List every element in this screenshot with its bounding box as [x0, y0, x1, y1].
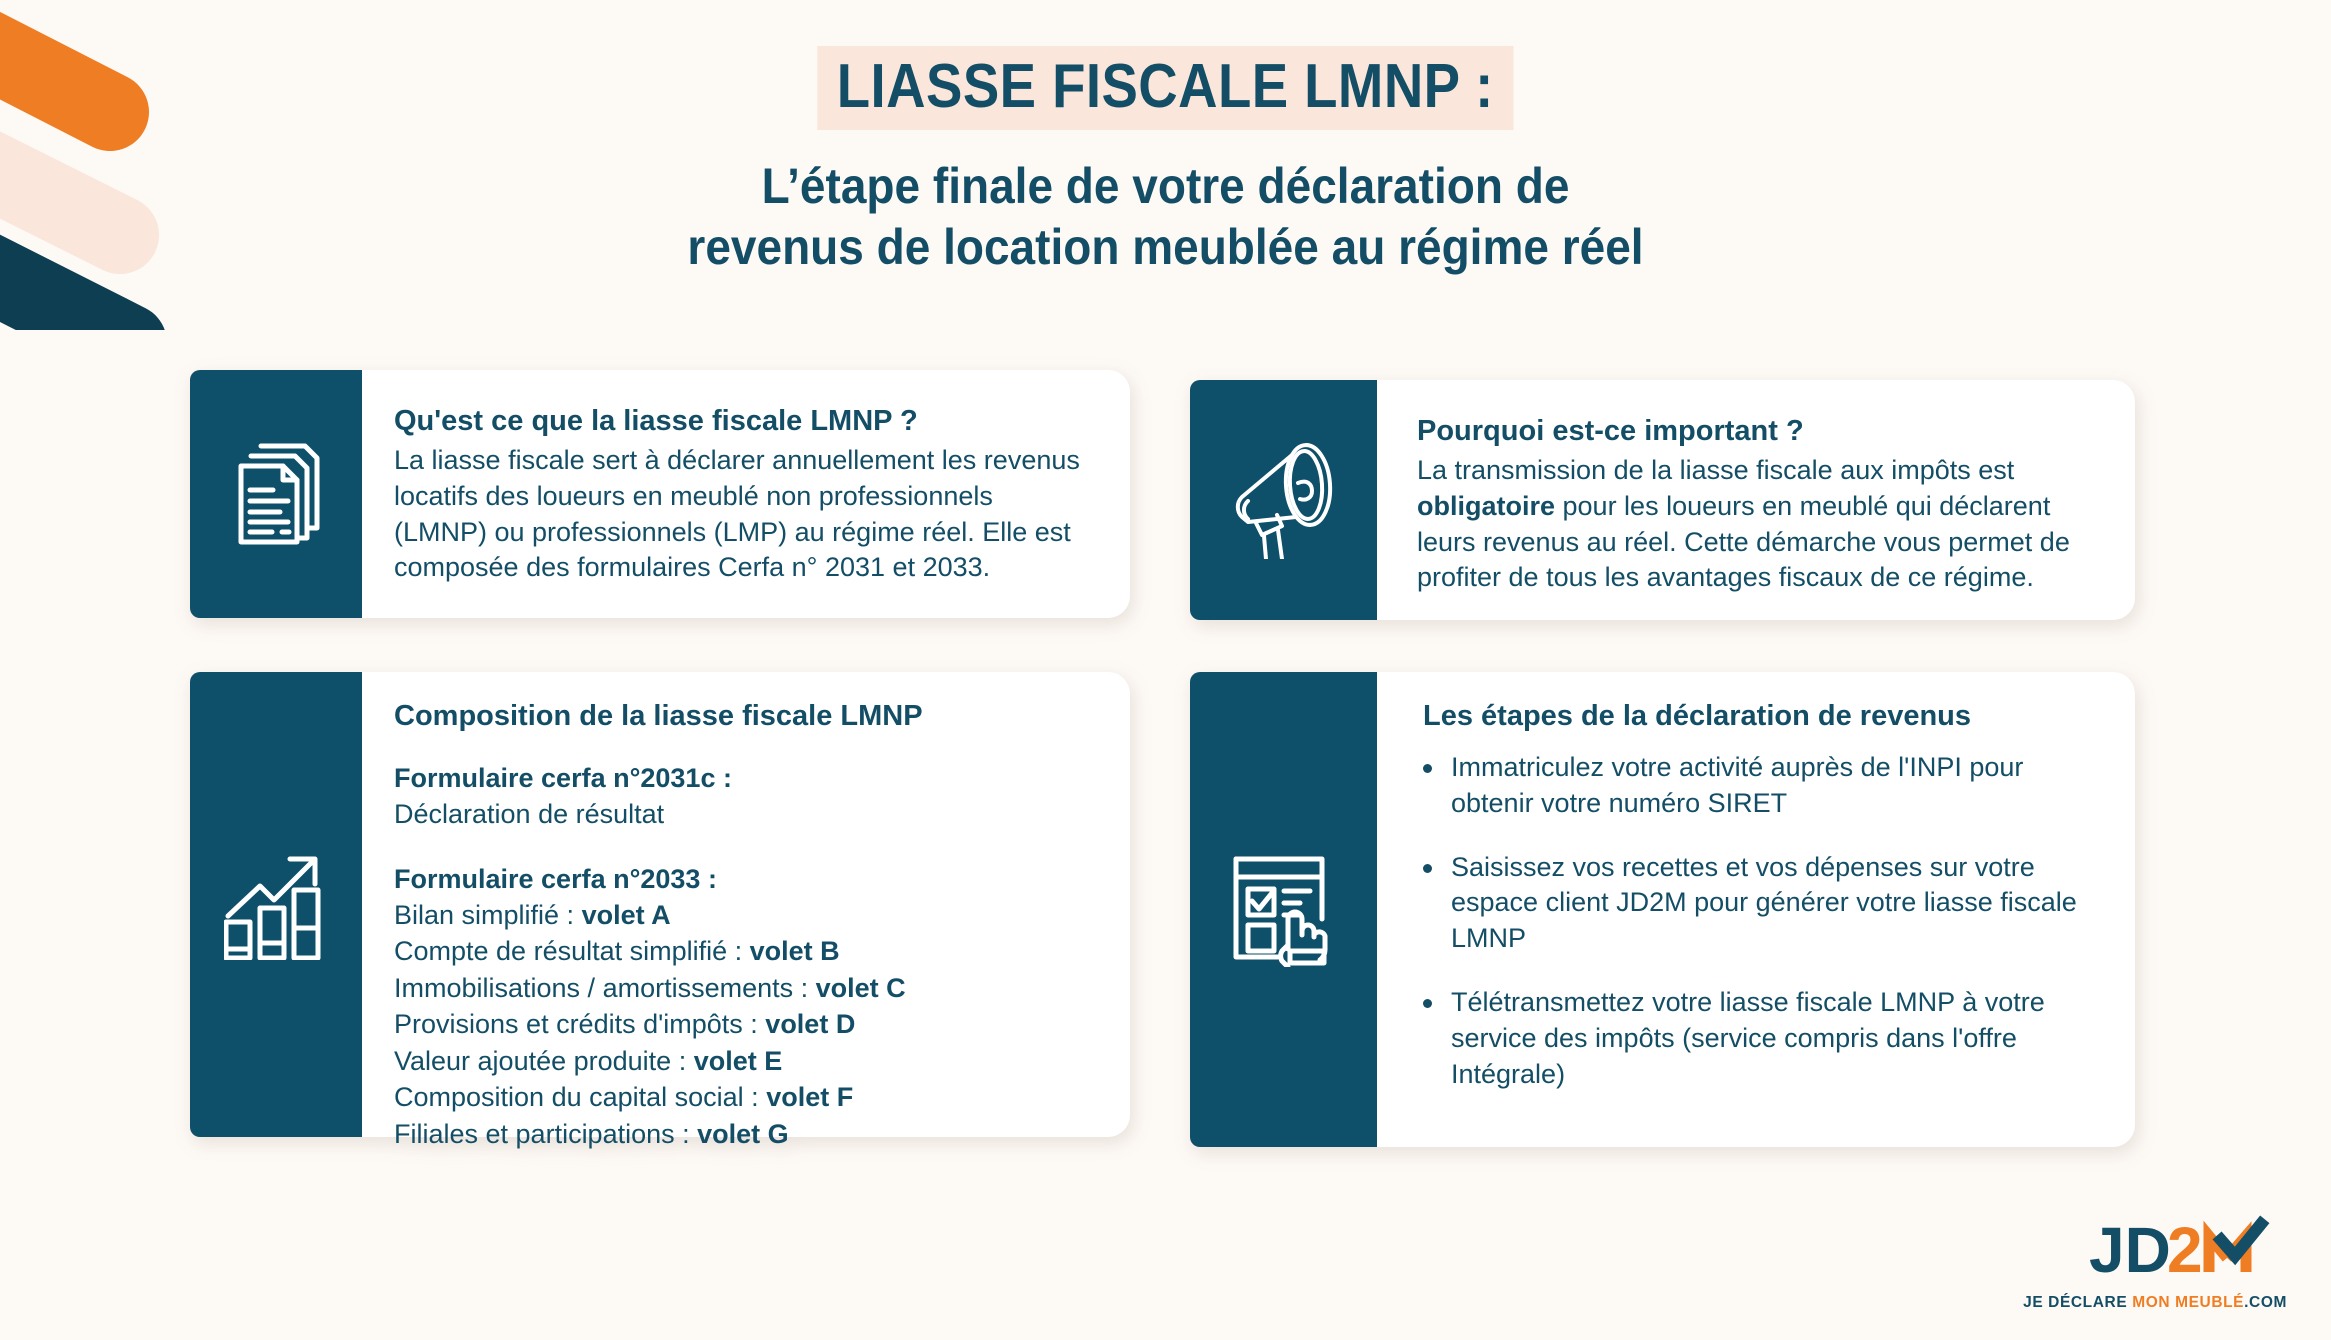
brand-logo [2023, 1214, 2287, 1312]
jd2m-logo-icon [2089, 1214, 2287, 1288]
why-text-part1: La transmission de la liasse fiscale aux impôts est [1417, 454, 2015, 485]
card-title: Les étapes de la déclaration de revenus [1423, 700, 1972, 732]
card-icon-pane [1190, 672, 1377, 1147]
volet-label: Immobilisations / amortissements : [394, 972, 816, 1003]
megaphone-icon [1226, 441, 1342, 559]
logo-checkmark-icon [2221, 1224, 2261, 1256]
volet-label: Provisions et crédits d'impôts : [394, 1009, 766, 1040]
step-item: Immatriculez votre activité auprès de l'INPI pour obtenir votre numéro SIRET [1417, 750, 2091, 822]
volet-label: Filiales et participations : [394, 1118, 698, 1149]
card-body [1377, 380, 2135, 620]
card-body [362, 672, 1130, 1149]
volet-code: volet G [697, 1118, 789, 1149]
card-icon-pane [1190, 380, 1377, 620]
card-title: Composition de la liasse fiscale LMNP [394, 700, 923, 732]
why-text-part2: pour les loueurs en meublé qui déclarent leurs revenus au réel. Cette démarche vous permet de profiter de tous les avantages fiscaux de ce régime. [1417, 490, 2070, 593]
documents-icon [231, 440, 321, 548]
volet-code: volet D [765, 1009, 856, 1040]
card-body-text: La liasse fiscale sert à déclarer annuellement les revenus locatifs des loueurs en meublé non professionnels (LMNP) ou professionnels (LMP) au régime réel. Elle est composée des formulaires Cerfa n° 2031 et 2033. [394, 444, 1080, 583]
page-subtitle [0, 156, 2331, 278]
tagline-part-je-declare: JE DÉCLARE [2023, 1294, 2128, 1311]
step-item: Télétransmettez votre liasse fiscale LMNP à votre service des impôts (service compris dans l'offre Intégrale) [1417, 985, 2091, 1093]
volet-code: volet B [749, 936, 840, 967]
logo-text-jd: JD [2089, 1214, 2171, 1286]
steps-list [1417, 750, 2091, 1093]
volet-line [394, 1116, 1090, 1152]
composition-heading-2033: Formulaire cerfa n°2033 : [394, 863, 717, 894]
volet-code: volet C [815, 972, 906, 1003]
card-body [1377, 672, 2135, 1147]
card-composition [190, 672, 1130, 1149]
page-title-wrapper [0, 46, 2331, 130]
card-body [362, 370, 1130, 618]
volet-list [394, 897, 1090, 1152]
tagline-part-mon-meuble: MON MEUBLÉ [2132, 1294, 2245, 1311]
card-body-text [1417, 453, 2095, 597]
step-item: Saisissez vos recettes et vos dépenses sur votre espace client JD2M pour générer votre liasse fiscale LMNP [1417, 850, 2091, 958]
card-steps [1190, 672, 2135, 1147]
volet-line [394, 933, 1090, 969]
composition-line-2031c: Déclaration de résultat [394, 799, 665, 830]
volet-label: Composition du capital social : [394, 1082, 767, 1113]
volet-code: volet F [766, 1082, 854, 1113]
page-subtitle-line-2: revenus de location meublée au régime réel [687, 219, 1644, 275]
card-icon-pane [190, 370, 362, 618]
card-title: Pourquoi est-ce important ? [1417, 415, 1804, 447]
card-what-is-liasse-fiscale [190, 370, 1130, 618]
volet-label: Valeur ajoutée produite : [394, 1045, 694, 1076]
logo-tagline [2023, 1294, 2287, 1312]
composition-heading-2031c: Formulaire cerfa n°2031c : [394, 762, 732, 793]
volet-line [394, 1006, 1090, 1042]
card-title: Qu'est ce que la liasse fiscale LMNP ? [394, 405, 918, 437]
composition-block-2033 [394, 861, 1090, 1153]
tagline-part-com: .COM [2244, 1294, 2287, 1311]
volet-line [394, 897, 1090, 933]
volet-label: Bilan simplifié : [394, 900, 582, 930]
why-text-bold: obligatoire [1417, 490, 1556, 521]
volet-line [394, 970, 1090, 1006]
volet-line [394, 1043, 1090, 1079]
checklist-hand-icon [1230, 853, 1338, 967]
growth-chart-icon [224, 850, 328, 960]
logo-mark [2023, 1214, 2287, 1288]
logo-text-2: 2 [2167, 1214, 2203, 1286]
composition-block-2031c [394, 760, 1090, 833]
volet-line [394, 1079, 1090, 1115]
volet-label: Compte de résultat simplifié : [394, 936, 750, 967]
header [0, 0, 2331, 278]
card-icon-pane [190, 672, 362, 1137]
volet-code: volet A [581, 900, 671, 930]
page-subtitle-line-1: L’étape finale de votre déclaration de [761, 158, 1570, 214]
page-title: LIASSE FISCALE LMNP : [818, 46, 1514, 130]
card-why-important [1190, 380, 2135, 620]
volet-code: volet E [693, 1045, 783, 1076]
